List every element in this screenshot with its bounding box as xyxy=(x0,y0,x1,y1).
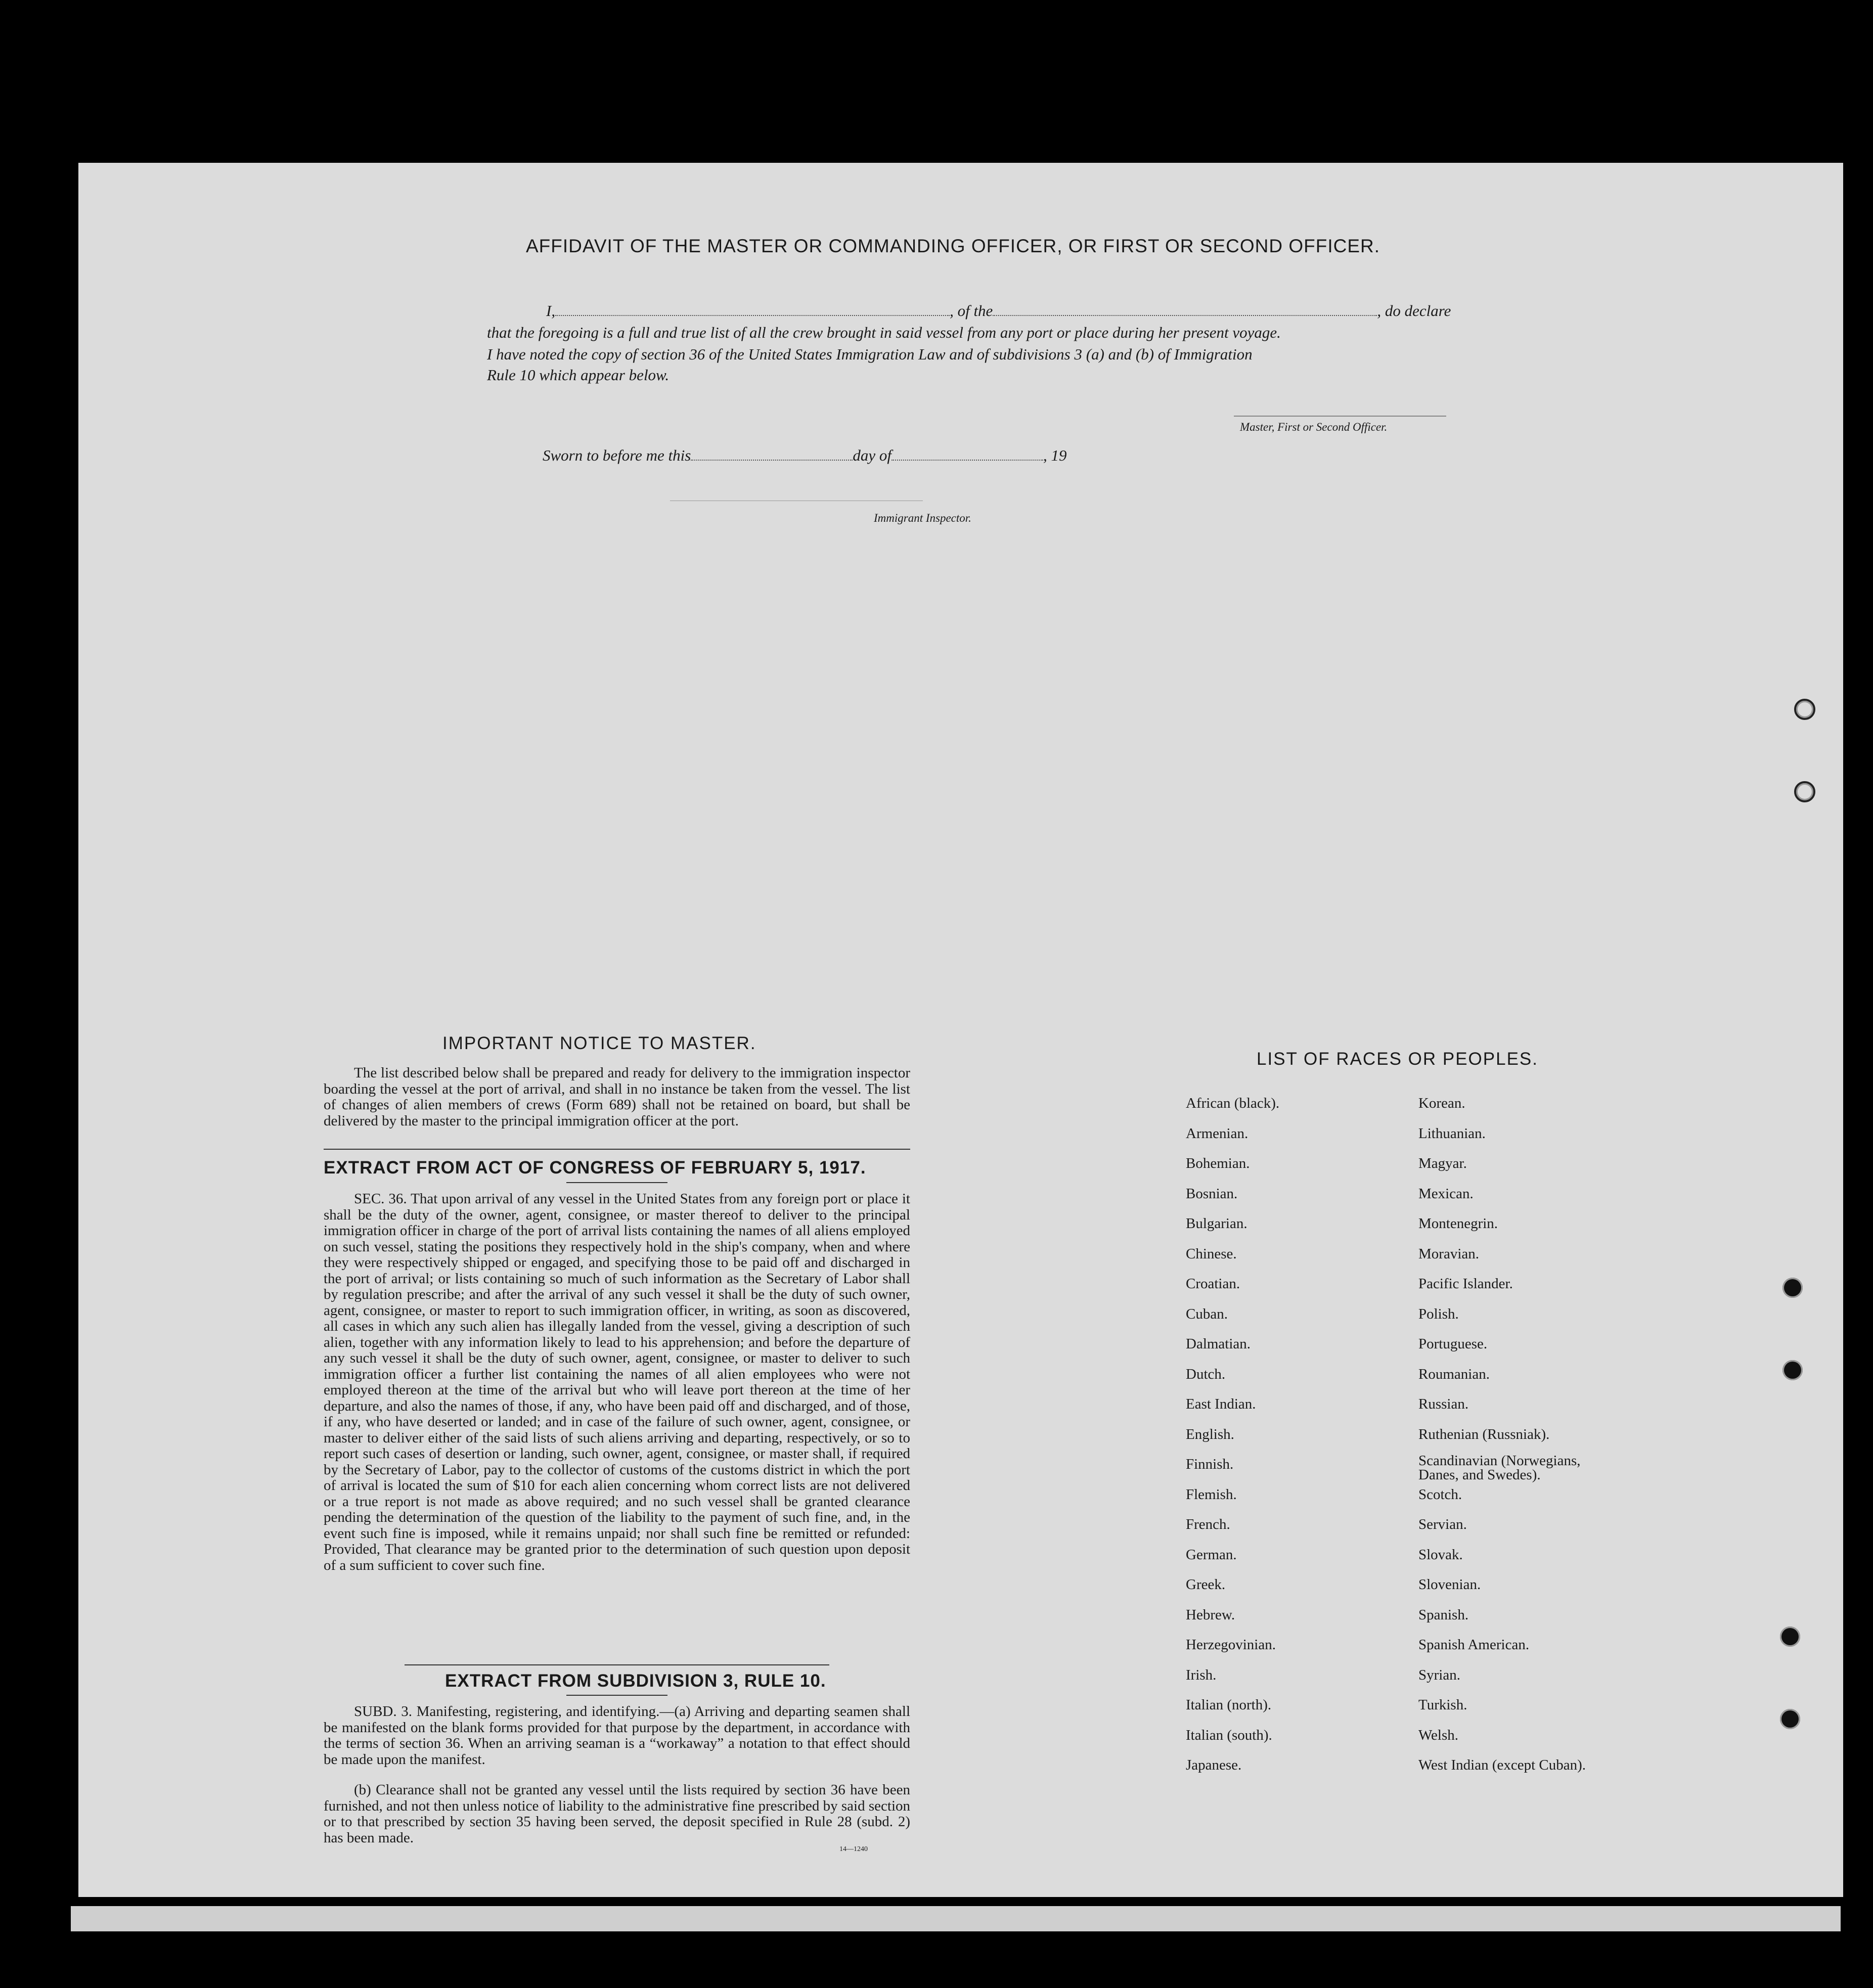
race-item: Bulgarian. xyxy=(1186,1215,1247,1232)
race-item: Dalmatian. xyxy=(1186,1336,1251,1352)
race-item: Japanese. xyxy=(1186,1757,1242,1773)
race-item: Spanish. xyxy=(1418,1606,1469,1623)
race-item: Servian. xyxy=(1418,1516,1467,1532)
sheet-bottom-edge xyxy=(71,1906,1841,1931)
inspector-caption: Immigrant Inspector. xyxy=(874,512,971,524)
divider xyxy=(566,1695,667,1696)
race-item: Slovak. xyxy=(1418,1546,1463,1563)
race-item: Italian (north). xyxy=(1186,1697,1272,1713)
race-item: Magyar. xyxy=(1418,1155,1467,1171)
sworn-line xyxy=(543,446,1066,465)
race-item: Flemish. xyxy=(1186,1486,1237,1503)
race-item: Greek. xyxy=(1186,1576,1226,1593)
sworn-end: , 19 xyxy=(1043,446,1067,464)
binder-hole-icon xyxy=(1782,1360,1803,1380)
race-item: Bohemian. xyxy=(1186,1155,1250,1171)
month-blank xyxy=(891,460,1043,461)
race-item: West Indian (except Cuban). xyxy=(1418,1757,1586,1773)
race-item: Bosnian. xyxy=(1186,1185,1238,1202)
form-number: 14—1240 xyxy=(839,1845,868,1853)
sworn-mid: day of xyxy=(853,446,891,464)
race-item: Portuguese. xyxy=(1418,1336,1488,1352)
race-item: Spanish American. xyxy=(1418,1637,1530,1653)
race-item: Polish. xyxy=(1418,1305,1459,1322)
affidavit-line-1 xyxy=(546,302,1451,320)
binder-hole-icon xyxy=(1782,1278,1803,1298)
race-item: Hebrew. xyxy=(1186,1606,1235,1623)
race-item: Croatian. xyxy=(1186,1276,1240,1292)
affidavit-title: AFFIDAVIT OF THE MASTER OR COMMANDING OFFICER, OR FIRST OR SECOND OFFICER. xyxy=(526,236,1380,256)
race-item: Irish. xyxy=(1186,1666,1217,1683)
race-item: Dutch. xyxy=(1186,1366,1226,1382)
extract-act-title: EXTRACT FROM ACT OF CONGRESS OF FEBRUARY 5, 1917. xyxy=(324,1158,866,1178)
affidavit-line-2: that the foregoing is a full and true list of all the crew brought in said vessel from any port or place during her present voyage. xyxy=(487,324,1281,341)
vessel-blank xyxy=(993,315,1377,316)
signature-caption: Master, First or Second Officer. xyxy=(1240,421,1388,433)
race-item: German. xyxy=(1186,1546,1237,1563)
race-item: French. xyxy=(1186,1516,1230,1532)
race-item: Russian. xyxy=(1418,1396,1469,1412)
race-item: Ruthenian (Russniak). xyxy=(1418,1426,1550,1442)
day-blank xyxy=(691,460,853,461)
extract-rule-para-b: (b) Clearance shall not be granted any vessel until the lists required by section 36 have been furnished, and not then unless notice of liability to the administrative fine prescribed by said section or to that prescribed by section 35 having been served, the deposit specified in Rule 28 (subd. 2) has been made. xyxy=(324,1782,910,1846)
binder-hole-ring-icon xyxy=(1794,781,1815,802)
extract-rule-para-a: SUBD. 3. Manifesting, registering, and identifying.—(a) Arriving and departing seamen shall be manifested on the blank forms provided for that purpose by the department, in accordance with the terms of section 36. When an arriving seaman is a “workaway” a notation to that effect should be made upon the manifest. xyxy=(324,1703,910,1768)
race-item: African (black). xyxy=(1186,1095,1280,1111)
race-item: Roumanian. xyxy=(1418,1366,1490,1382)
race-item: Armenian. xyxy=(1186,1125,1248,1142)
race-item: Lithuanian. xyxy=(1418,1125,1486,1142)
extract-rule-title: EXTRACT FROM SUBDIVISION 3, RULE 10. xyxy=(445,1671,826,1691)
race-item: Pacific Islander. xyxy=(1418,1276,1513,1292)
document-sheet xyxy=(78,163,1843,1897)
binder-hole-icon xyxy=(1780,1626,1800,1647)
signature-line xyxy=(1234,416,1446,417)
race-item: Finnish. xyxy=(1186,1456,1234,1472)
notice-title: IMPORTANT NOTICE TO MASTER. xyxy=(442,1033,756,1053)
race-item: Italian (south). xyxy=(1186,1727,1272,1743)
race-item: Scotch. xyxy=(1418,1486,1462,1503)
sworn-start: Sworn to before me this xyxy=(543,446,691,464)
race-item: Chinese. xyxy=(1186,1245,1237,1262)
affidavit-line-3: I have noted the copy of section 36 of the United States Immigration Law and of subdivisions 3 (a) and (b) of Immigration xyxy=(487,345,1253,363)
race-item: Slovenian. xyxy=(1418,1576,1481,1593)
affidavit-line-4: Rule 10 which appear below. xyxy=(487,366,670,384)
race-item: Montenegrin. xyxy=(1418,1215,1498,1232)
race-item: Syrian. xyxy=(1418,1666,1460,1683)
notice-body: The list described below shall be prepared and ready for delivery to the immigration inspector boarding the vessel at the port of arrival, and shall in no instance be taken from the vessel. The list of changes of alien members of crews (Form 689) shall not be retained on board, but shall be delivered by the master to the principal immigration officer at the port. xyxy=(324,1065,910,1129)
divider xyxy=(405,1664,829,1665)
race-item: Moravian. xyxy=(1418,1245,1479,1262)
divider xyxy=(566,1182,667,1183)
affidavit-line-1-mid: , of the xyxy=(950,302,993,320)
race-item: East Indian. xyxy=(1186,1396,1256,1412)
binder-hole-icon xyxy=(1780,1709,1800,1729)
affidavit-line-1-end: , do declare xyxy=(1377,302,1451,320)
affidavit-line-1-start: I, xyxy=(546,302,556,320)
race-item: Korean. xyxy=(1418,1095,1465,1111)
races-title: LIST OF RACES OR PEOPLES. xyxy=(1257,1049,1539,1069)
race-item: Herzegovinian. xyxy=(1186,1637,1276,1653)
race-item: Welsh. xyxy=(1418,1727,1459,1743)
race-item: Turkish. xyxy=(1418,1697,1467,1713)
race-item: English. xyxy=(1186,1426,1234,1442)
binder-hole-ring-icon xyxy=(1794,699,1815,720)
extract-act-body: SEC. 36. That upon arrival of any vessel in the United States from any foreign port or place it shall be the duty of the owner, agent, consignee, or master thereof to deliver to the principal immigration officer in charge of the port of arrival lists containing the names of all aliens employed on such vessel, stating the positions they respectively hold in the ship's company, when and where they were respectively shipped or engaged, and specifying those to be paid off and discharged in the port of arrival; or lists containing so much of such information as the Secretary of Labor shall by regulation prescribe; and after the arrival of any such vessel it shall be the duty of such owner, agent, consignee, or master to report to such immigration officer, in writing, as soon as discovered, all cases in which any such alien has illegally landed from the vessel, giving a description of such alien, together with any information likely to lead to his apprehension; and before the departure of any such vessel it shall be the duty of such owner, agent, consignee, or master to deliver to such immigration officer a further list containing the names of all alien employees who were not employed thereon at the time of the arrival but who will leave port thereon at the time of her departure, and also the names of those, if any, who have been paid off and discharged, and of those, if any, who have deserted or landed; and in case of the failure of such owner, agent, consignee, or master to deliver either of the said lists of such aliens arriving and departing, respectively, or so to report such cases of desertion or landing, such owner, agent, consignee, or master shall, if required by the Secretary of Labor, pay to the collector of customs of the customs district in which the port of arrival is located the sum of $10 for each alien concerning whom correct lists are not delivered or a true report is not made as above required; and no such vessel shall be granted clearance pending the determination of the question of the liability to the payment of such fine, and, in the event such fine is imposed, while it remains unpaid; nor shall such fine be remitted or refunded: Provided, That clearance may be granted prior to the determination of such question upon deposit of a sum sufficient to cover such fine. xyxy=(324,1191,910,1573)
divider xyxy=(324,1149,910,1150)
race-item: Mexican. xyxy=(1418,1185,1474,1202)
name-blank xyxy=(555,315,950,316)
race-item: Cuban. xyxy=(1186,1305,1228,1322)
race-item: Scandinavian (Norwegians, Danes, and Swedes). xyxy=(1418,1453,1581,1483)
